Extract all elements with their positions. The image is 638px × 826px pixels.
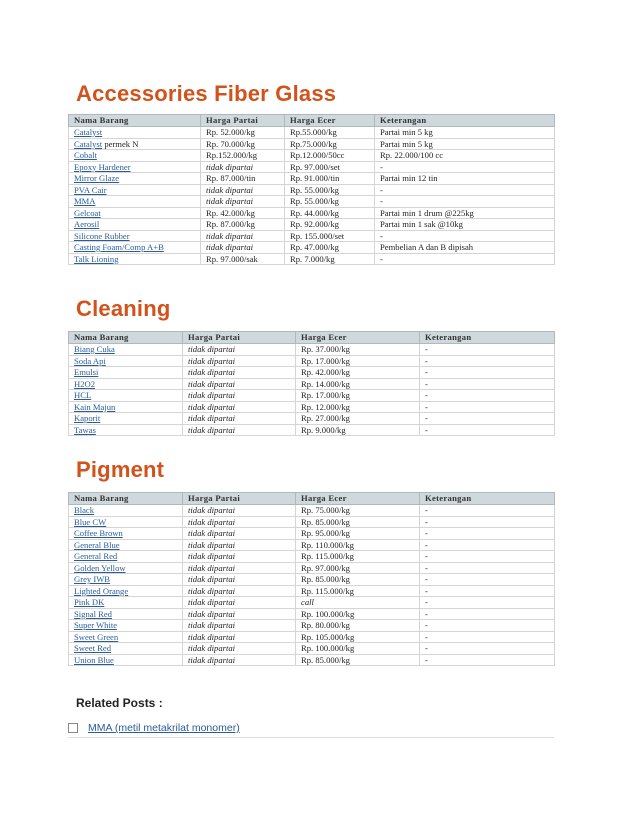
item-name-link[interactable]: MMA (74, 196, 96, 206)
item-name-link[interactable]: Biang Cuka (74, 344, 115, 354)
price-ecer-cell: Rp. 91.000/tin (285, 173, 375, 185)
table-row (69, 355, 555, 367)
item-name-cell (69, 608, 183, 620)
item-name-link[interactable]: Lighted Orange (74, 585, 129, 596)
note-cell: Partai min 1 drum @225kg (375, 207, 555, 219)
item-name-cell (69, 631, 183, 643)
table-row (69, 424, 555, 436)
price-partai-cell: tidak dipartai (183, 539, 296, 551)
note-cell: - (420, 424, 555, 436)
note-cell: - (420, 620, 555, 632)
item-name-link[interactable]: Black (74, 505, 95, 515)
price-ecer-cell: Rp. 100.000/kg (296, 608, 420, 620)
note-cell: - (420, 378, 555, 390)
price-partai-cell: tidak dipartai (183, 608, 296, 620)
note-cell: - (420, 608, 555, 620)
item-name-cell (69, 344, 183, 356)
price-ecer-cell: Rp. 85.000/kg (296, 516, 420, 528)
note-cell: - (420, 390, 555, 402)
table-row (69, 597, 555, 609)
price-partai-cell: tidak dipartai (183, 344, 296, 356)
item-name-link[interactable]: Union Blue (74, 654, 114, 665)
price-partai-cell: tidak dipartai (183, 378, 296, 390)
price-ecer-cell: Rp. 55.000/kg (285, 184, 375, 196)
item-name-cell (69, 574, 183, 586)
note-cell: Rp. 22.000/100 cc (375, 150, 555, 162)
table-header-row (69, 332, 555, 344)
note-cell: - (420, 401, 555, 413)
price-partai-cell: tidak dipartai (183, 390, 296, 402)
price-ecer-cell: Rp.55.000/kg (285, 127, 375, 139)
item-name-cell (69, 230, 201, 242)
note-cell: - (375, 161, 555, 173)
related-post-link[interactable]: MMA (metil metakrilat monomer) (88, 722, 240, 734)
note-cell: Pembelian A dan B dipisah (375, 242, 555, 254)
note-cell: - (420, 643, 555, 655)
price-partai-cell: Rp. 42.000/kg (201, 207, 285, 219)
item-name-cell (69, 127, 201, 139)
item-name-cell (69, 643, 183, 655)
table-row (69, 367, 555, 379)
note-cell: - (420, 516, 555, 528)
item-name-link[interactable]: Mirror Glaze (74, 173, 120, 183)
item-name-link[interactable]: Emulsi (74, 367, 99, 377)
table-row (69, 150, 555, 162)
item-name-link[interactable]: Catalyst (74, 138, 103, 149)
column-header: Keterangan (420, 493, 555, 505)
note-cell: - (375, 196, 555, 208)
price-ecer-cell: Rp. 115.000/kg (296, 585, 420, 597)
table-row (69, 207, 555, 219)
price-partai-cell: tidak dipartai (183, 413, 296, 425)
item-name-cell (69, 585, 183, 597)
table-row (69, 344, 555, 356)
note-cell: - (420, 562, 555, 574)
table-row (69, 378, 555, 390)
item-name-cell (69, 424, 183, 436)
item-name-link[interactable]: Soda Api (74, 355, 106, 366)
related-posts-title: Related Posts : (76, 696, 163, 710)
item-name-link[interactable]: Pink DK (74, 597, 105, 607)
item-name-cell (69, 413, 183, 425)
price-ecer-cell: Rp. 97.000/set (285, 161, 375, 173)
item-name-cell (69, 516, 183, 528)
accessories-price-table (68, 114, 555, 265)
item-name-cell (69, 138, 201, 150)
item-name-cell (69, 242, 201, 254)
table-row (69, 219, 555, 231)
item-name-cell (69, 150, 201, 162)
price-ecer-cell: Rp. 47.000/kg (285, 242, 375, 254)
price-partai-cell: Rp.152.000/kg (201, 150, 285, 162)
item-name-cell (69, 355, 183, 367)
price-ecer-cell: call (296, 597, 420, 609)
column-header: Nama Barang (69, 115, 201, 127)
note-cell: - (420, 654, 555, 666)
item-name-cell (69, 161, 201, 173)
price-partai-cell: tidak dipartai (183, 528, 296, 540)
price-partai-cell: tidak dipartai (201, 230, 285, 242)
table-row (69, 516, 555, 528)
price-partai-cell: tidak dipartai (183, 551, 296, 563)
item-name-cell (69, 620, 183, 632)
table-header-row (69, 493, 555, 505)
table-row (69, 173, 555, 185)
item-name-link[interactable]: General Blue (74, 539, 120, 550)
item-name-link[interactable]: PVA Cair (74, 184, 107, 195)
table-row (69, 401, 555, 413)
item-name-link[interactable]: Super White (74, 620, 118, 630)
item-name-link[interactable]: Kaporit (74, 413, 101, 423)
column-header: Harga Partai (183, 493, 296, 505)
item-name-cell (69, 253, 201, 265)
price-ecer-cell: Rp. 42.000/kg (296, 367, 420, 379)
item-name-link[interactable]: Talk Lioning (74, 253, 119, 264)
column-header: Harga Partai (201, 115, 285, 127)
item-name-cell (69, 196, 201, 208)
item-name-link[interactable]: HCL (74, 390, 92, 400)
price-partai-cell: tidak dipartai (183, 367, 296, 379)
note-cell: Partai min 5 kg (375, 127, 555, 139)
item-name-link[interactable]: H2O2 (74, 378, 96, 389)
price-partai-cell: tidak dipartai (183, 401, 296, 413)
note-cell: - (375, 230, 555, 242)
column-header: Harga Partai (183, 332, 296, 344)
table-row (69, 127, 555, 139)
price-partai-cell: tidak dipartai (183, 355, 296, 367)
price-partai-cell: tidak dipartai (183, 516, 296, 528)
price-ecer-cell: Rp. 115.000/kg (296, 551, 420, 563)
price-ecer-cell: Rp. 55.000/kg (285, 196, 375, 208)
table-row (69, 242, 555, 254)
table-row (69, 413, 555, 425)
column-header: Keterangan (375, 115, 555, 127)
table-row (69, 574, 555, 586)
note-cell: Partai min 1 sak @10kg (375, 219, 555, 231)
pigment-price-table (68, 492, 555, 666)
price-ecer-cell: Rp. 75.000/kg (296, 505, 420, 517)
price-partai-cell: tidak dipartai (183, 505, 296, 517)
related-post-item (68, 722, 554, 734)
note-cell: - (420, 539, 555, 551)
item-name-link[interactable]: General Red (74, 551, 118, 561)
price-ecer-cell: Rp. 97.000/kg (296, 562, 420, 574)
table-row (69, 390, 555, 402)
price-ecer-cell: Rp. 17.000/kg (296, 390, 420, 402)
price-partai-cell: tidak dipartai (183, 574, 296, 586)
price-ecer-cell: Rp. 27.000/kg (296, 413, 420, 425)
price-partai-cell: tidak dipartai (183, 585, 296, 597)
price-partai-cell: tidak dipartai (183, 631, 296, 643)
table-row (69, 184, 555, 196)
price-partai-cell: tidak dipartai (201, 161, 285, 173)
item-name-suffix: permek N (102, 138, 139, 149)
note-cell: - (420, 631, 555, 643)
price-partai-cell: tidak dipartai (183, 654, 296, 666)
price-ecer-cell: Rp. 95.000/kg (296, 528, 420, 540)
price-partai-cell: tidak dipartai (201, 184, 285, 196)
price-ecer-cell: Rp. 17.000/kg (296, 355, 420, 367)
item-name-cell (69, 539, 183, 551)
item-name-cell (69, 219, 201, 231)
note-cell: - (420, 585, 555, 597)
table-row (69, 631, 555, 643)
price-partai-cell: Rp. 52.000/kg (201, 127, 285, 139)
price-ecer-cell: Rp. 14.000/kg (296, 378, 420, 390)
price-partai-cell: tidak dipartai (183, 424, 296, 436)
column-header: Nama Barang (69, 493, 183, 505)
table-row (69, 230, 555, 242)
item-name-cell (69, 597, 183, 609)
price-partai-cell: Rp. 70.000/kg (201, 138, 285, 150)
note-cell: - (420, 367, 555, 379)
item-name-cell (69, 401, 183, 413)
item-name-link[interactable]: Grey IWB (74, 574, 111, 584)
item-name-link[interactable]: Epoxy Hardener (74, 161, 131, 172)
table-row (69, 620, 555, 632)
note-cell: - (375, 253, 555, 265)
note-cell: - (420, 528, 555, 540)
column-header: Harga Ecer (296, 332, 420, 344)
price-partai-cell: tidak dipartai (183, 643, 296, 655)
table-row (69, 608, 555, 620)
item-name-cell (69, 562, 183, 574)
related-posts-list (68, 722, 554, 738)
item-name-cell (69, 378, 183, 390)
price-ecer-cell: Rp. 110.000/kg (296, 539, 420, 551)
price-ecer-cell: Rp.75.000/kg (285, 138, 375, 150)
table-row (69, 253, 555, 265)
price-partai-cell: tidak dipartai (201, 196, 285, 208)
item-name-link[interactable]: Aerosil (74, 219, 100, 229)
note-cell: Partai min 5 kg (375, 138, 555, 150)
checkbox-bullet-icon (68, 723, 78, 733)
item-name-link[interactable]: Sweet Green (74, 631, 119, 642)
item-name-link[interactable]: Blue CW (74, 516, 107, 527)
price-ecer-cell: Rp. 155.000/set (285, 230, 375, 242)
section-title-accessories: Accessories Fiber Glass (76, 81, 337, 106)
price-partai-cell: Rp. 87.000/kg (201, 219, 285, 231)
price-partai-cell: tidak dipartai (183, 562, 296, 574)
table-row (69, 196, 555, 208)
price-ecer-cell: Rp. 85.000/kg (296, 574, 420, 586)
item-name-link[interactable]: Coffee Brown (74, 528, 123, 538)
item-name-cell (69, 173, 201, 185)
item-name-link[interactable]: Cobalt (74, 150, 97, 160)
price-partai-cell: Rp. 87.000/tin (201, 173, 285, 185)
note-cell: - (420, 413, 555, 425)
table-row (69, 505, 555, 517)
column-header: Harga Ecer (285, 115, 375, 127)
note-cell: - (420, 344, 555, 356)
price-ecer-cell: Rp. 37.000/kg (296, 344, 420, 356)
column-header: Keterangan (420, 332, 555, 344)
note-cell: Partai min 12 tin (375, 173, 555, 185)
cleaning-price-table (68, 331, 555, 436)
column-header: Nama Barang (69, 332, 183, 344)
item-name-link[interactable]: Casting Foam/Comp A+B (74, 242, 164, 252)
table-row (69, 138, 555, 150)
item-name-link[interactable]: Silicone Rubber (74, 230, 130, 241)
item-name-cell (69, 528, 183, 540)
item-name-link[interactable]: Sweet Red (74, 643, 111, 653)
price-ecer-cell: Rp. 100.000/kg (296, 643, 420, 655)
table-row (69, 654, 555, 666)
item-name-link[interactable]: Tawas (74, 424, 96, 435)
note-cell: - (420, 505, 555, 517)
price-ecer-cell: Rp. 92.000/kg (285, 219, 375, 231)
table-row (69, 161, 555, 173)
price-ecer-cell: Rp. 85.000/kg (296, 654, 420, 666)
price-ecer-cell: Rp.12.000/50cc (285, 150, 375, 162)
table-row (69, 528, 555, 540)
section-title-cleaning: Cleaning (76, 296, 171, 321)
price-ecer-cell: Rp. 44.000/kg (285, 207, 375, 219)
item-name-link[interactable]: Kain Majun (74, 401, 116, 412)
note-cell: - (375, 184, 555, 196)
price-partai-cell: tidak dipartai (183, 620, 296, 632)
item-name-link[interactable]: Catalyst (74, 127, 103, 137)
table-row (69, 539, 555, 551)
price-partai-cell: tidak dipartai (201, 242, 285, 254)
table-row (69, 551, 555, 563)
section-title-pigment: Pigment (76, 457, 165, 482)
item-name-cell (69, 207, 201, 219)
note-cell: - (420, 355, 555, 367)
price-ecer-cell: Rp. 80.000/kg (296, 620, 420, 632)
item-name-cell (69, 367, 183, 379)
price-ecer-cell: Rp. 105.000/kg (296, 631, 420, 643)
table-row (69, 643, 555, 655)
table-row (69, 562, 555, 574)
column-header: Harga Ecer (296, 493, 420, 505)
item-name-cell (69, 184, 201, 196)
item-name-link[interactable]: Signal Red (74, 608, 112, 619)
table-row (69, 585, 555, 597)
item-name-cell (69, 551, 183, 563)
note-cell: - (420, 551, 555, 563)
price-ecer-cell: Rp. 7.000/kg (285, 253, 375, 265)
price-partai-cell: tidak dipartai (183, 597, 296, 609)
item-name-cell (69, 505, 183, 517)
note-cell: - (420, 574, 555, 586)
item-name-link[interactable]: Gelcoat (74, 207, 101, 218)
price-partai-cell: Rp. 97.000/sak (201, 253, 285, 265)
item-name-cell (69, 390, 183, 402)
item-name-link[interactable]: Golden Yellow (74, 562, 126, 573)
price-ecer-cell: Rp. 12.000/kg (296, 401, 420, 413)
note-cell: - (420, 597, 555, 609)
table-header-row (69, 115, 555, 127)
item-name-cell (69, 654, 183, 666)
price-ecer-cell: Rp. 9.000/kg (296, 424, 420, 436)
